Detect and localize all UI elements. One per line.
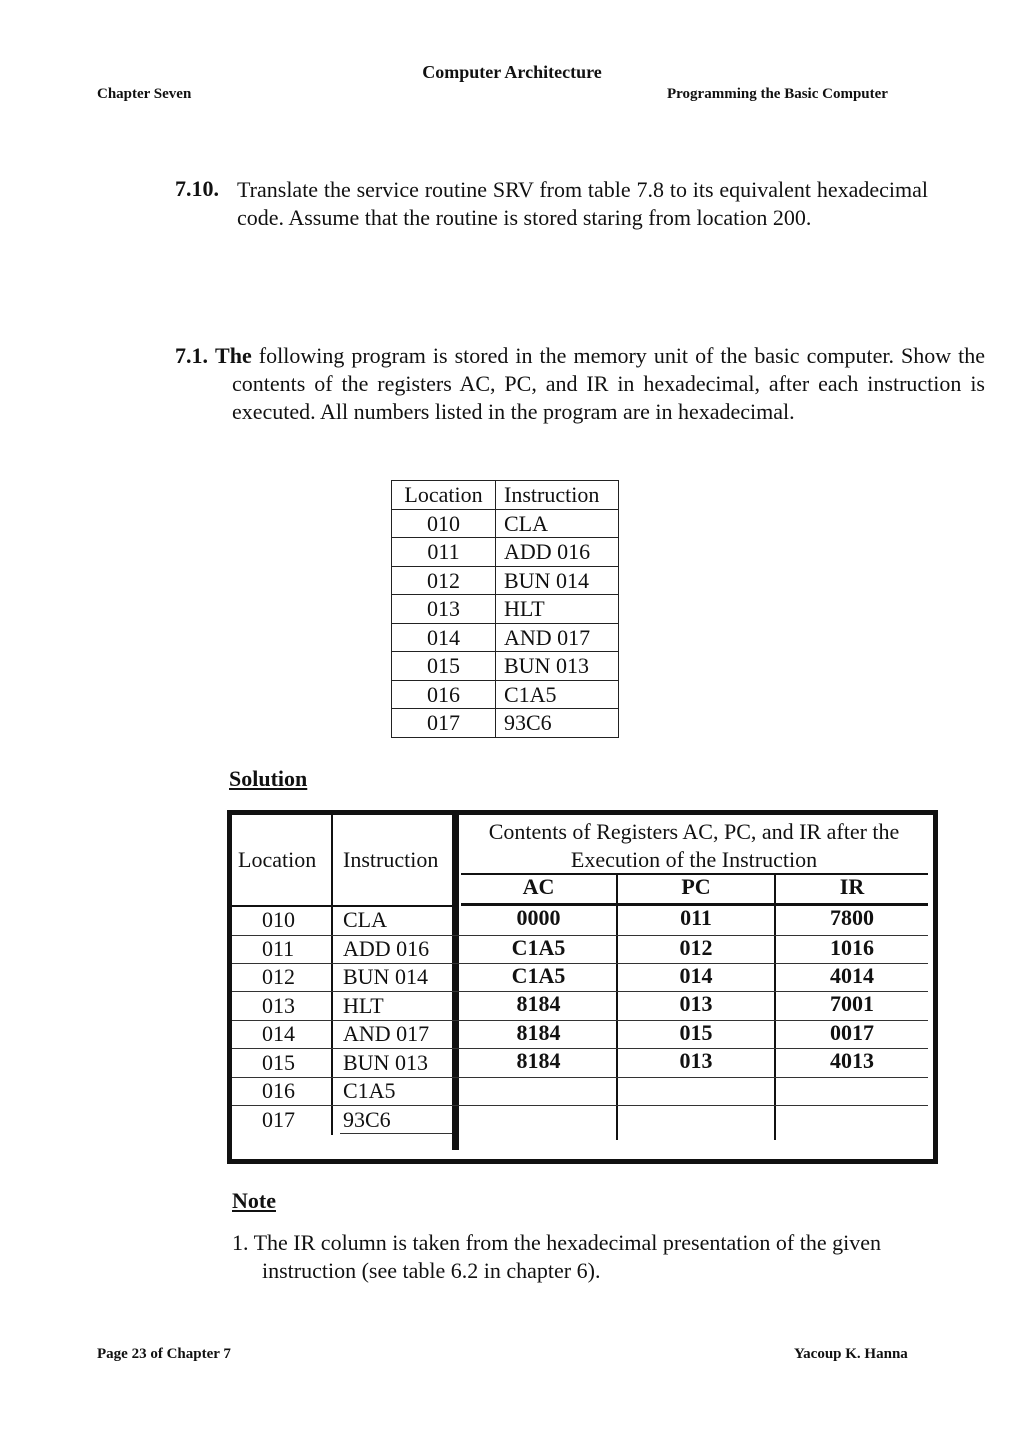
location-cell: 014: [392, 623, 496, 652]
instruction-cell: ADD 016: [496, 538, 619, 567]
solution-title: Solution: [229, 766, 308, 791]
column-header-instruction: Instruction: [496, 481, 619, 510]
solution-instruction-cell: 93C6: [343, 1107, 391, 1132]
solution-location-cell: 016: [262, 1078, 295, 1103]
chapter-label: Chapter Seven: [97, 86, 192, 102]
solution-location-cell: 017: [262, 1107, 295, 1132]
instruction-cell: 93C6: [496, 709, 619, 738]
location-cell: 010: [392, 509, 496, 538]
instruction-cell: AND 017: [496, 623, 619, 652]
table-header-row: [392, 481, 619, 510]
location-cell: 015: [392, 652, 496, 681]
question-7-1-number: 7.1.: [175, 343, 208, 368]
document-title: Computer Architecture: [422, 62, 602, 82]
solution-location-cell: 015: [262, 1050, 295, 1075]
solution-ir-cell: 0017: [830, 1020, 874, 1045]
solution-divider: [452, 810, 459, 1150]
table-row: [392, 595, 619, 624]
solution-ir-cell: 4014: [830, 963, 874, 988]
question-7-1-lead: The: [215, 343, 252, 368]
solution-ir-cell: 7001: [830, 991, 874, 1016]
solution-row-line: [232, 1077, 928, 1078]
solution-instruction-cell: ADD 016: [343, 936, 430, 961]
author-name: Yacoup K. Hanna: [794, 1346, 908, 1362]
note-title: Note: [232, 1188, 276, 1213]
location-cell: 017: [392, 709, 496, 738]
table-row: [392, 566, 619, 595]
solution-instruction-cell: AND 017: [343, 1021, 430, 1046]
location-cell: 016: [392, 680, 496, 709]
column-header-location: Location: [392, 481, 496, 510]
solution-ac-cell: 0000: [516, 905, 561, 930]
solution-pc-cell: 014: [679, 963, 713, 988]
question-7-1: [175, 342, 985, 426]
solution-instruction-cell: HLT: [343, 993, 384, 1018]
solution-ir-cell: 7800: [830, 905, 874, 930]
solution-location-cell: 014: [262, 1021, 295, 1046]
location-cell: 011: [392, 538, 496, 567]
solution-column-line: [331, 815, 333, 1135]
section-label: Programming the Basic Computer: [667, 86, 888, 102]
solution-location-cell: 010: [262, 907, 295, 932]
solution-pc-cell: 013: [679, 1048, 713, 1073]
note-text: 1. The IR column is taken from the hexadecimal presentation of the given instruction (see table 6.2 in chapter 6).: [232, 1230, 882, 1283]
solution-pc-cell: 012: [679, 935, 713, 960]
solution-ac-cell: 8184: [516, 1020, 561, 1045]
solution-ir-cell: 4013: [830, 1048, 874, 1073]
question-7-10-number: 7.10.: [175, 176, 219, 201]
solution-instruction-cell: CLA: [343, 907, 387, 932]
table-row: [392, 652, 619, 681]
solution-ac-cell: C1A5: [511, 935, 566, 960]
solution-header-ac: AC: [522, 874, 555, 899]
solution-header-instruction: Instruction: [343, 847, 439, 872]
solution-header-pc: PC: [681, 874, 711, 899]
solution-location-cell: 013: [262, 993, 295, 1018]
solution-ir-cell: 1016: [830, 935, 874, 960]
question-7-10-text: Translate the service routine SRV from table 7.8 to its equivalent hexadecimal code. Assume that the routine is stored staring from location 200.: [237, 177, 928, 230]
solution-pc-cell: 015: [679, 1020, 713, 1045]
instruction-cell: HLT: [496, 595, 619, 624]
solution-instruction-cell: C1A5: [343, 1078, 396, 1103]
table-row: [392, 680, 619, 709]
solution-ac-cell: 8184: [516, 1048, 561, 1073]
solution-row-line: [340, 1133, 452, 1134]
instruction-cell: BUN 014: [496, 566, 619, 595]
solution-location-cell: 011: [262, 936, 295, 961]
solution-header-location: Location: [238, 847, 317, 872]
solution-pc-cell: 013: [679, 991, 713, 1016]
solution-instruction-cell: BUN 013: [343, 1050, 428, 1075]
solution-instruction-cell: BUN 014: [343, 964, 428, 989]
solution-header-ir: IR: [839, 874, 865, 899]
page-number: Page 23 of Chapter 7: [97, 1346, 231, 1362]
instruction-cell: CLA: [496, 509, 619, 538]
location-cell: 012: [392, 566, 496, 595]
table-row: [392, 538, 619, 567]
solution-ac-cell: C1A5: [511, 963, 566, 988]
location-cell: 013: [392, 595, 496, 624]
solution-ac-cell: 8184: [516, 991, 561, 1016]
program-table: [391, 480, 619, 738]
instruction-cell: C1A5: [496, 680, 619, 709]
solution-pc-cell: 011: [680, 905, 712, 930]
instruction-cell: BUN 013: [496, 652, 619, 681]
solution-row-line: [232, 1105, 928, 1106]
table-row: [392, 623, 619, 652]
table-row: [392, 709, 619, 738]
table-row: [392, 509, 619, 538]
question-7-1-text: following program is stored in the memory unit of the basic computer. Show the contents of the registers AC, PC, and IR in hexadecimal, after each instruction is executed. All numbers listed in the program are in hexadecimal.: [232, 343, 986, 424]
solution-location-cell: 012: [262, 964, 295, 989]
solution-header-contents: Contents of Registers AC, PC, and IR after the Execution of the Instruction: [488, 819, 900, 872]
